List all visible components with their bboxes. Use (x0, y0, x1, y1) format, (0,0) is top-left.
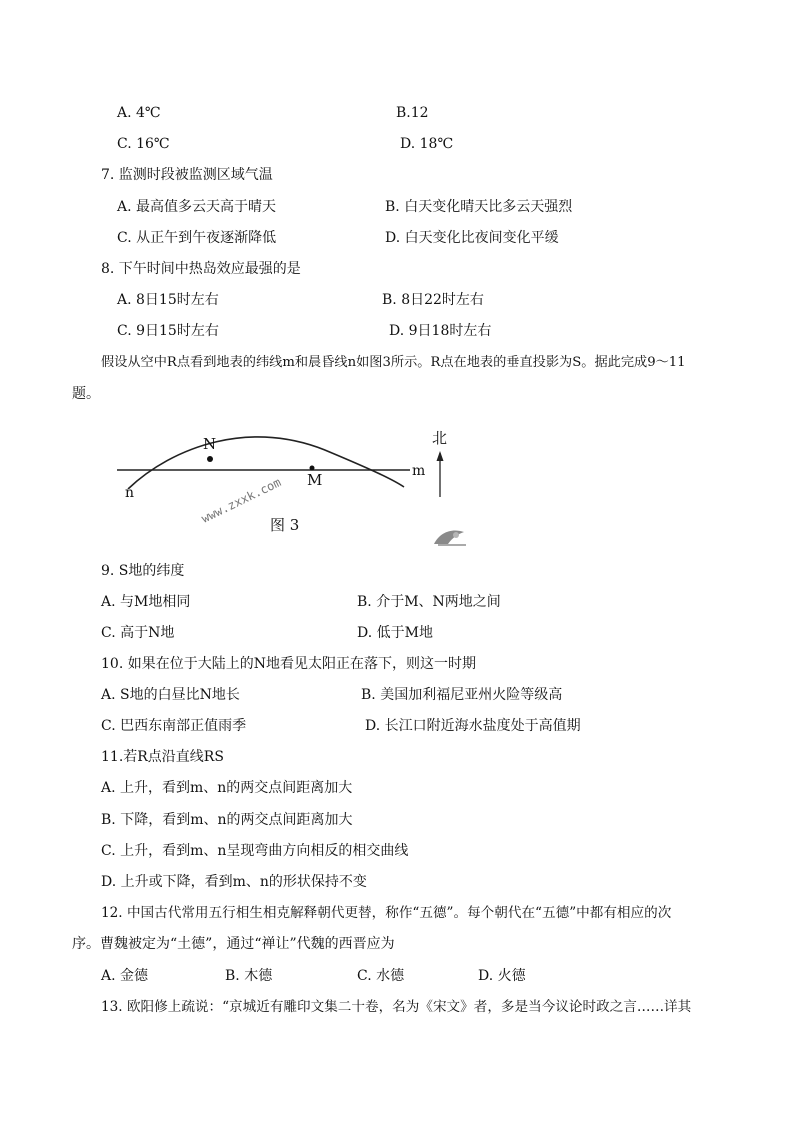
q11-stem: 11.若R点沿直线RS (101, 749, 224, 765)
q11-option-d: D. 上升或下降，看到m、n的形状保持不变 (101, 874, 367, 890)
label-m-point: M (307, 471, 323, 489)
q10-option-b: B. 美国加利福尼亚州火险等级高 (361, 687, 563, 703)
point-n (207, 456, 213, 462)
q8-option-b: B. 8日22时左右 (382, 292, 484, 308)
q8-option-c: C. 9日15时左右 (117, 323, 219, 339)
q9-option-b: B. 介于M、N两地之间 (357, 594, 501, 610)
q6-option-b: B.12 (396, 105, 429, 121)
q7-option-a: A. 最高值多云天高于晴天 (117, 199, 277, 215)
point-m (310, 466, 315, 471)
q12-line-1: 12. 中国古代常用五行相生相克解释朝代更替，称作“五德”。每个朝代在“五德”中都有相应的次 (101, 905, 672, 921)
label-n-point: N (203, 435, 217, 453)
q11-option-b: B. 下降，看到m、n的两交点间距离加大 (101, 812, 353, 828)
label-m-line: m (412, 463, 426, 479)
q9-option-d: D. 低于M地 (357, 625, 433, 641)
q6-option-a: A. 4℃ (117, 105, 161, 121)
q12-option-a: A. 金德 (101, 968, 149, 984)
q10-option-c: C. 巴西东南部正值雨季 (101, 718, 247, 734)
q10-stem: 10. 如果在位于大陆上的N地看见太阳正在落下，则这一时期 (101, 656, 476, 672)
q12-line-2: 序。曹魏被定为“土德”，通过“禅让”代魏的西晋应为 (72, 936, 395, 952)
intro-line-1: 假设从空中R点看到地表的纬线m和晨昏线n如图3所示。R点在地表的垂直投影为S。据此完成9～11 (101, 355, 686, 370)
q9-option-c: C. 高于N地 (101, 625, 175, 641)
q10-option-d: D. 长江口附近海水盐度处于高值期 (365, 718, 581, 734)
q7-option-d: D. 白天变化比夜间变化平缓 (385, 230, 559, 246)
q7-option-b: B. 白天变化晴天比多云天强烈 (385, 199, 573, 215)
q12-option-b: B. 木德 (225, 968, 273, 984)
q12-option-c: C. 水德 (357, 968, 405, 984)
north-arrow-icon (437, 451, 444, 461)
q8-stem: 8. 下午时间中热岛效应最强的是 (101, 261, 301, 277)
q6-option-d: D. 18℃ (400, 136, 454, 152)
intro-line-2: 题。 (72, 386, 100, 402)
q9-stem: 9. S地的纬度 (101, 563, 185, 579)
q9-option-a: A. 与M地相同 (101, 594, 191, 610)
label-north: 北 (432, 429, 448, 447)
q8-option-d: D. 9日18时左右 (389, 323, 492, 339)
q13-line-1: 13. 欧阳修上疏说：“京城近有雕印文集二十卷，名为《宋文》者，多是当今议论时政之言……详其 (101, 999, 692, 1015)
q6-option-c: C. 16℃ (117, 136, 170, 152)
watermark-text: www.zxxk.com (199, 475, 284, 526)
figure-3 (112, 425, 452, 547)
q10-option-a: A. S地的白昼比N地长 (101, 687, 240, 703)
q12-option-d: D. 火德 (478, 968, 526, 984)
q7-option-c: C. 从正午到午夜逐渐降低 (117, 230, 277, 246)
q11-option-c: C. 上升，看到m、n呈现弯曲方向相反的相交曲线 (101, 843, 409, 859)
q8-option-a: A. 8日15时左右 (117, 292, 219, 308)
q11-option-a: A. 上升，看到m、n的两交点间距离加大 (101, 780, 353, 796)
decorative-logo-icon (432, 526, 468, 548)
figure-caption: 图 3 (270, 516, 300, 534)
q7-stem: 7. 监测时段被监测区域气温 (101, 167, 273, 183)
label-n-line: n (125, 485, 135, 501)
